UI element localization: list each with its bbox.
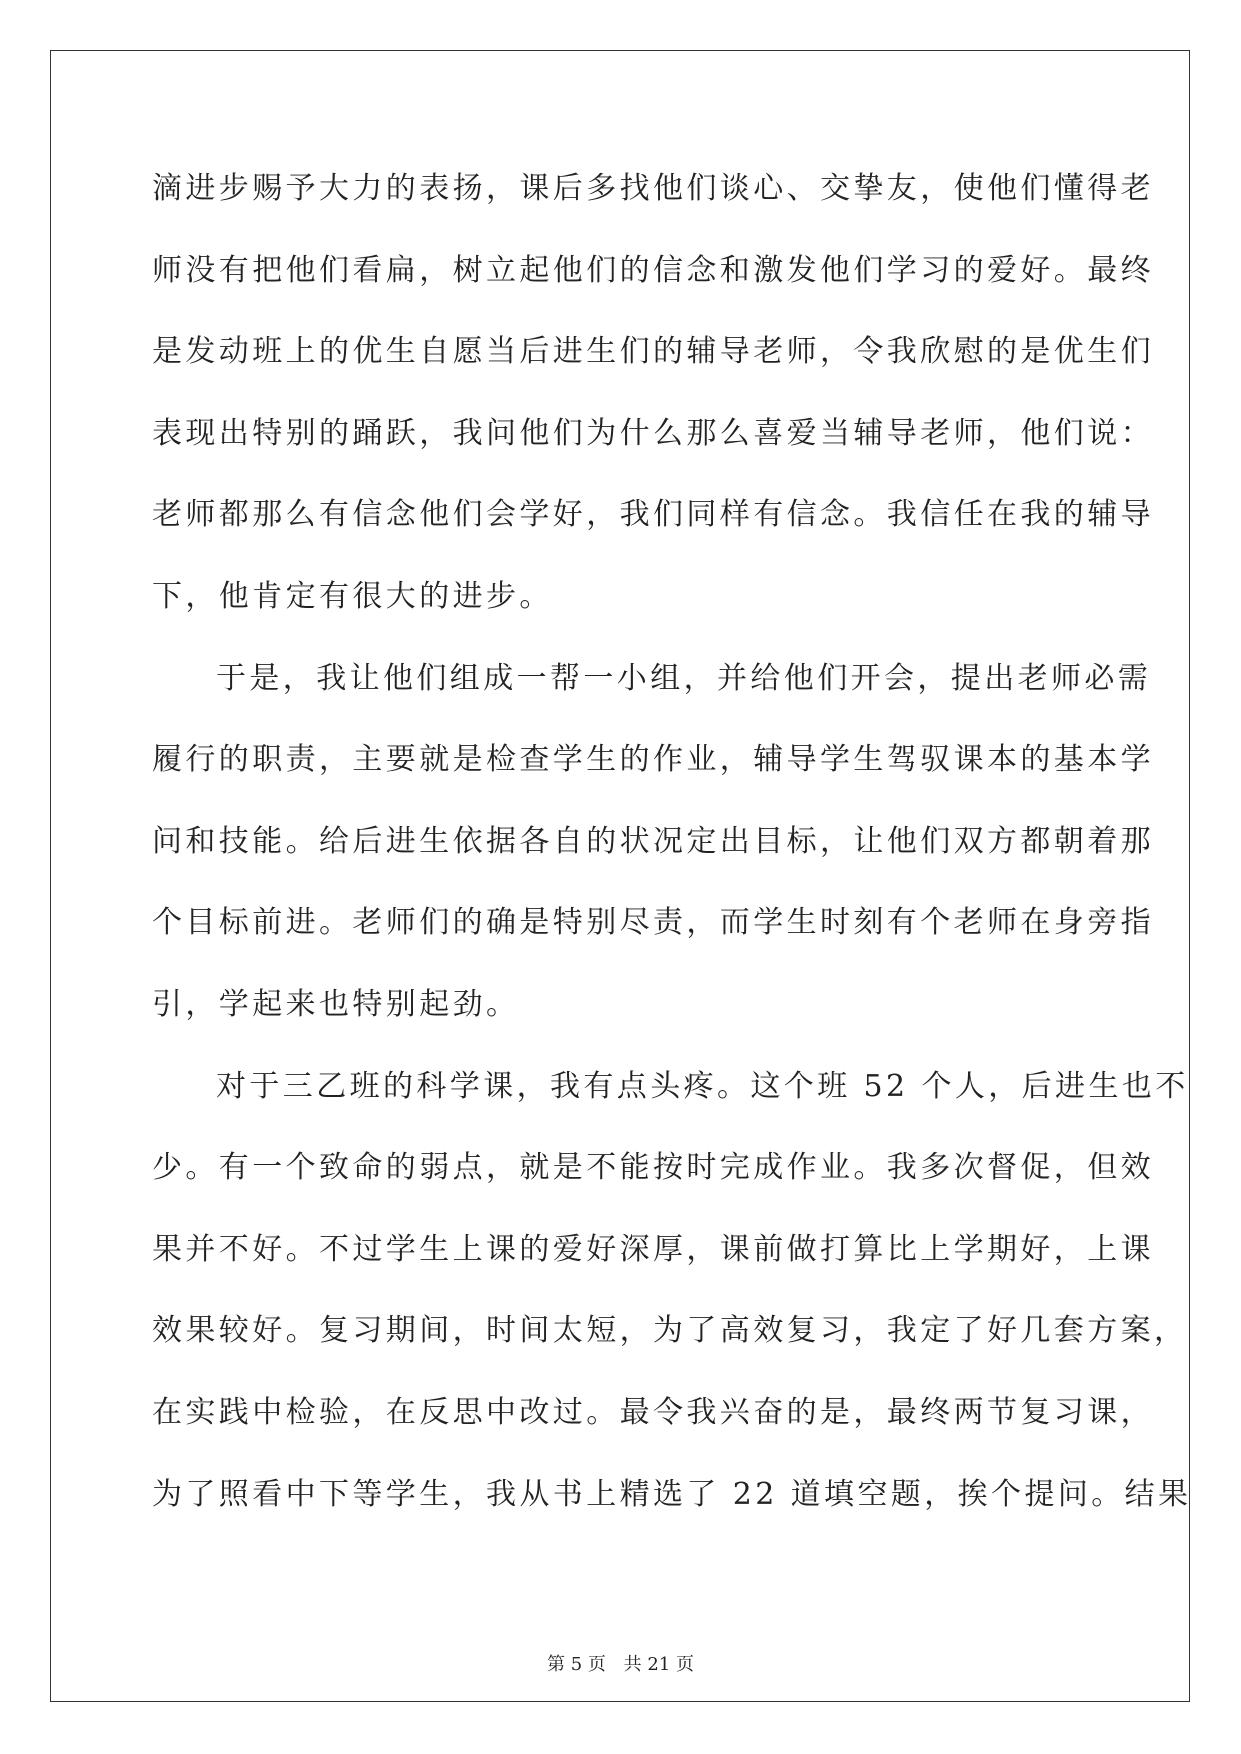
text-line: 对于三乙班的科学课，我有点头疼。这个班 52 个人，后进生也不 bbox=[216, 1068, 1189, 1104]
page-total: 共 21 页 bbox=[623, 1654, 694, 1675]
text-line: 在实践中检验，在反思中改过。最令我兴奋的是，最终两节复习课， bbox=[152, 1394, 1154, 1430]
text-line: 引，学起来也特别起劲。 bbox=[152, 986, 520, 1022]
text-line: 少。有一个致命的弱点，就是不能按时完成作业。我多次督促，但效 bbox=[152, 1150, 1154, 1186]
text-line: 下，他肯定有很大的进步。 bbox=[152, 578, 553, 614]
text-line: 表现出特别的踊跃，我问他们为什么那么喜爱当辅导老师，他们说： bbox=[152, 415, 1154, 451]
text-line: 为了照看中下等学生，我从书上精选了 22 道填空题，挨个提问。结果 bbox=[152, 1476, 1192, 1512]
text-line: 滴进步赐予大力的表扬，课后多找他们谈心、交挚友，使他们懂得老 bbox=[152, 171, 1154, 206]
text-line: 老师都那么有信念他们会学好，我们同样有信念。我信任在我的辅导 bbox=[152, 497, 1154, 533]
text-line: 师没有把他们看扁，树立起他们的信念和激发他们学习的爱好。最终 bbox=[152, 252, 1154, 288]
page-footer bbox=[0, 1650, 1241, 1676]
text-line: 果并不好。不过学生上课的爱好深厚，课前做打算比上学期好，上课 bbox=[152, 1231, 1154, 1267]
text-line: 于是，我让他们组成一帮一小组，并给他们开会，提出老师必需 bbox=[216, 660, 1152, 696]
text-line: 履行的职责，主要就是检查学生的作业，辅导学生驾驭课本的基本学 bbox=[152, 742, 1154, 778]
text-line: 个目标前进。老师们的确是特别尽责，而学生时刻有个老师在身旁指 bbox=[152, 905, 1154, 941]
text-line: 效果较好。复习期间，时间太短，为了高效复习，我定了好几套方案， bbox=[152, 1313, 1188, 1349]
document-body bbox=[152, 148, 1192, 1535]
text-line: 是发动班上的优生自愿当后进生们的辅导老师，令我欣慰的是优生们 bbox=[152, 334, 1154, 370]
text-line: 问和技能。给后进生依据各自的状况定出目标，让他们双方都朝着那 bbox=[152, 823, 1154, 859]
page-number: 第 5 页 bbox=[547, 1654, 606, 1675]
